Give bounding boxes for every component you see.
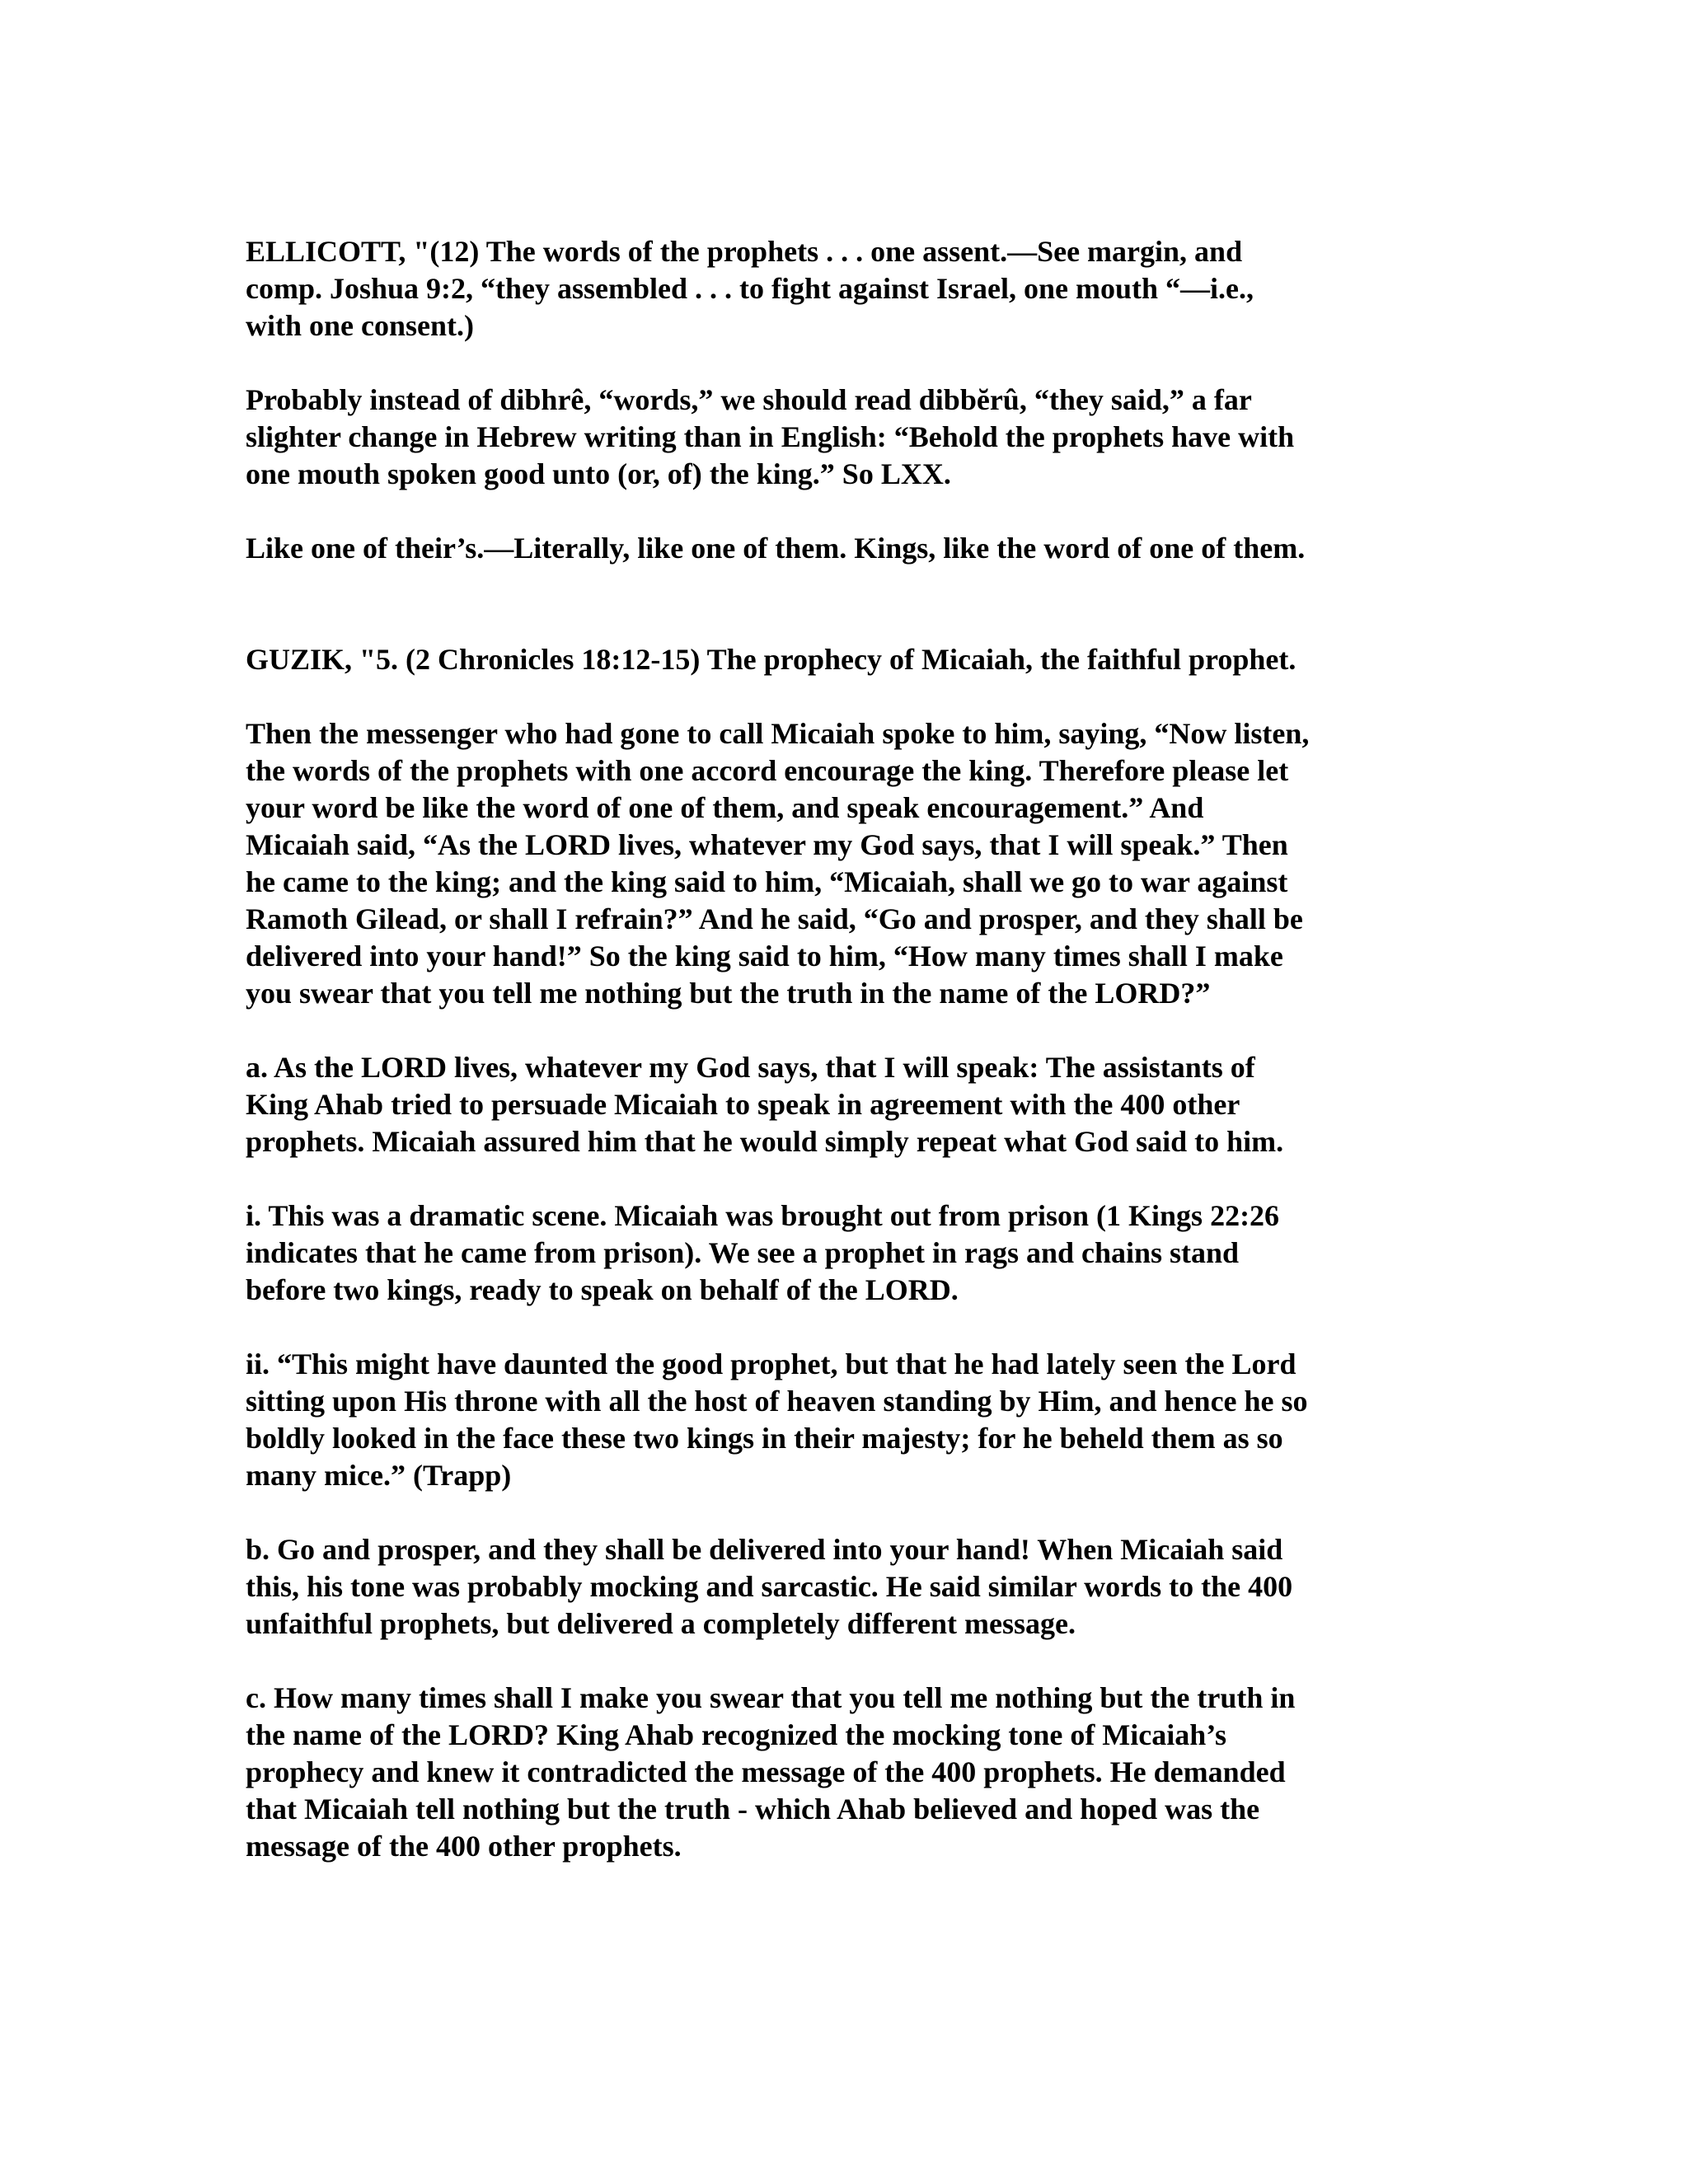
document-body <box>246 233 1441 1902</box>
paragraph-point-ii: ii. “This might have daunted the good prophet, but that he had lately seen the Lord sitting upon His throne with all the host of heaven standing by Him, and hence he so boldly looked in the face these two kings in their majesty; for he beheld them as so many mice.” (Trapp) <box>246 1347 1308 1492</box>
paragraph-point-c: c. How many times shall I make you swear that you tell me nothing but the truth in the name of the LORD? King Ahab recognized the mocking tone of Micaiah’s prophecy and knew it contradicted the message of the 400 prophets. He demanded that Micaiah tell nothing but the truth - which Ahab believed and hoped was the message of the 400 other prophets. <box>246 1681 1296 1863</box>
paragraph-ellicott-probably: Probably instead of dibhrê, “words,” we should read dibbĕrû, “they said,” a far slighter change in Hebrew writing than in English: “Behold the prophets have with one mouth spoken good unto (or, of) the king.” So LXX. <box>246 383 1295 490</box>
paragraph-point-b: b. Go and prosper, and they shall be delivered into your hand! When Micaiah said this, his tone was probably mocking and sarcastic. He said similar words to the 400 unfaithful prophets, but delivered a completely different message. <box>246 1533 1293 1640</box>
paragraph-guzik-heading: GUZIK, "5. (2 Chronicles 18:12-15) The prophecy of Micaiah, the faithful prophet. <box>246 643 1296 676</box>
paragraph-ellicott-like: Like one of their’s.—Literally, like one of them. Kings, like the word of one of them. <box>246 532 1306 565</box>
paragraph-point-i: i. This was a dramatic scene. Micaiah was brought out from prison (1 Kings 22:26 indicates that he came from prison). We see a prophet in rags and chains stand before two kings, ready to speak on behalf of the LORD. <box>246 1199 1280 1306</box>
paragraph-point-a: a. As the LORD lives, whatever my God says, that I will speak: The assistants of King Ahab tried to persuade Micaiah to speak in agreement with the 400 other prophets. Micaiah assured him that he would simply repeat what God said to him. <box>246 1051 1284 1158</box>
paragraph-ellicott-intro: ELLICOTT, "(12) The words of the prophets . . . one assent.—See margin, and comp. Joshua 9:2, “they assembled . . . to fight against Israel, one mouth “—i.e., with one consent.) <box>246 235 1254 342</box>
paragraph-guzik-scripture: Then the messenger who had gone to call Micaiah spoke to him, saying, “Now listen, the words of the prophets with one accord encourage the king. Therefore please let your word be like the word of one of them, and speak encouragement.” And Micaiah said, “As the LORD lives, whatever my God says, that I will speak.” Then he came to the king; and the king said to him, “Micaiah, shall we go to war against Ramoth Gilead, or shall I refrain?” And he said, “Go and prosper, and they shall be delivered into your hand!” So the king said to him, “How many times shall I make you swear that you tell me nothing but the truth in the name of the LORD?” <box>246 717 1310 1010</box>
